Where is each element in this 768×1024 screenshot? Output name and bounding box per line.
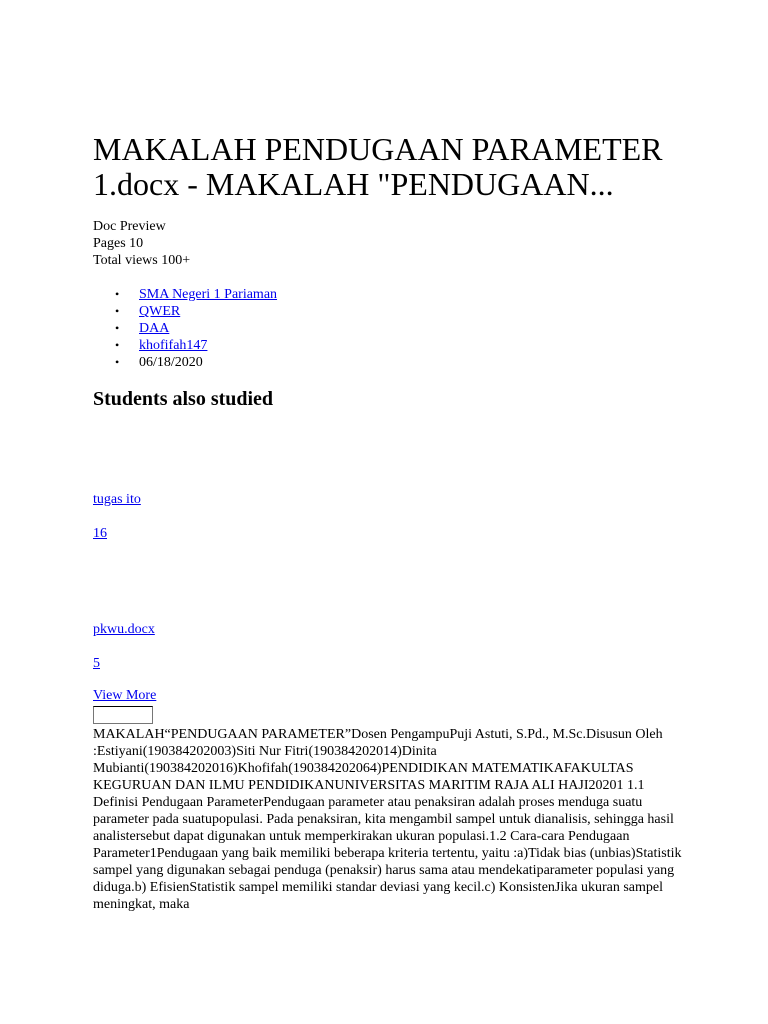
list-item (93, 286, 277, 303)
related-doc-pages-link[interactable]: 16 (93, 526, 107, 541)
related-doc-link-pkwu[interactable]: pkwu.docx (93, 622, 155, 637)
related-doc-link-tugas-ito[interactable]: tugas ito (93, 492, 141, 507)
school-link[interactable]: SMA Negeri 1 Pariaman (139, 287, 278, 302)
list-item (93, 320, 277, 337)
related-doc-pages-link[interactable]: 5 (93, 656, 100, 671)
course-link[interactable]: QWER (139, 304, 181, 319)
list-item (93, 354, 277, 371)
subject-link[interactable]: DAA (139, 321, 170, 336)
page-count: Pages 10 (93, 236, 144, 251)
upload-date: 06/18/2020 (139, 355, 203, 370)
empty-input-box[interactable] (93, 706, 153, 724)
doc-preview-label: Doc Preview (93, 219, 166, 234)
view-more-link[interactable]: View More (93, 688, 157, 703)
document-body-text: MAKALAH“PENDUGAAN PARAMETER”Dosen PengampuPuji Astuti, S.Pd., M.Sc.Disusun Oleh :Estiyani(190384202003)Siti Nur Fitri(190384202014)Dinita Mubianti(190384202016)Khofifah(190384202064)PENDIDIKAN MATEMATIKAFAKULTAS KEGURUAN DAN ILMU PENDIDIKANUNIVERSITAS MARITIM RAJA ALI HAJI20201 1.1 Definisi Pendugaan ParameterPendugaan parameter atau penaksiran adalah proses menduga suatu parameter pada suatupopulasi. Pada penaksiran, kita mengambil sampel untuk dianalisis, sehingga hasil analistersebut dapat digunakan untuk memperkirakan ukuran populasi.1.2 Cara-cara Pendugaan Parameter1Pendugaan yang baik memiliki beberapa kriteria tertentu, yaitu :a)Tidak bias (unbias)Statistik sampel yang digunakan sebagai penduga (penaksir) harus sama atau mendekatiparameter populasi yang diduga.b) EfisienStatistik sampel memiliki standar deviasi yang kecil.c) KonsistenJika ukuran sampel meningkat, maka (93, 727, 682, 912)
students-also-studied-heading: Students also studied (93, 388, 274, 410)
document-meta (93, 218, 190, 269)
list-item (93, 303, 277, 320)
total-views: Total views 100+ (93, 253, 191, 268)
uploader-link[interactable]: khofifah147 (139, 338, 208, 353)
tag-list (93, 286, 277, 371)
document-title: MAKALAH PENDUGAAN PARAMETER 1.docx - MAKALAH "PENDUGAAN... (93, 131, 663, 202)
list-item (93, 337, 277, 354)
